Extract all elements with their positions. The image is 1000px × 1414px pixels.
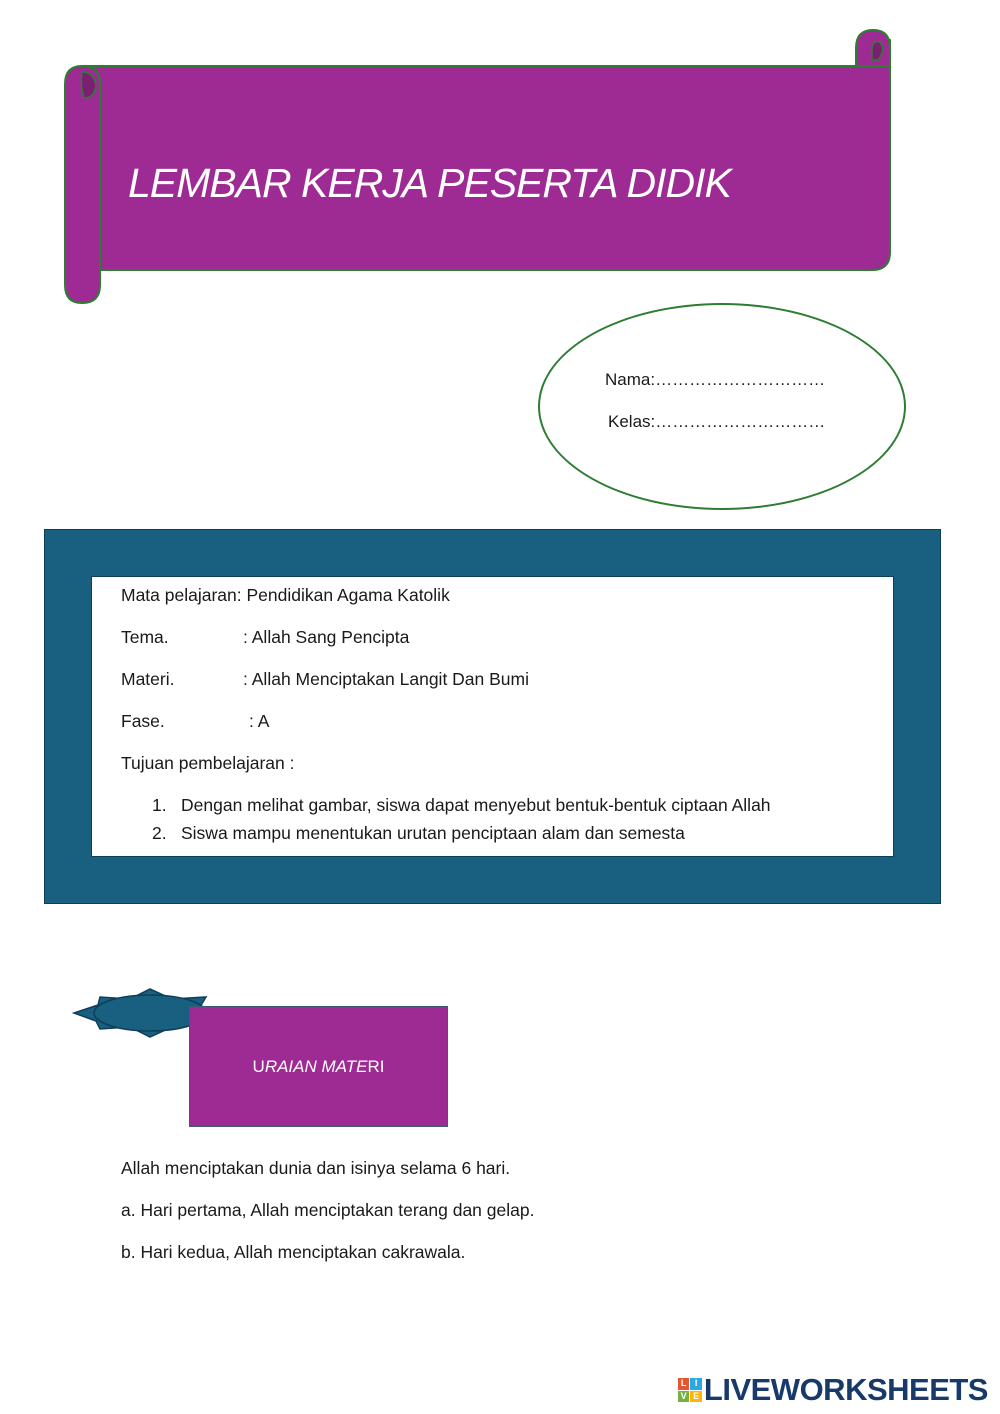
objective-item: Dengan melihat gambar, siswa dapat menyebut bentuk-bentuk ciptaan Allah — [181, 795, 771, 815]
content-day-b: b. Hari kedua, Allah menciptakan cakrawala. — [121, 1242, 466, 1262]
content-intro: Allah menciptakan dunia dan isinya selama 6 hari. — [121, 1158, 511, 1178]
class-field[interactable]: Kelas:………………………… — [608, 412, 826, 431]
section-title: URAIAN MATERI — [252, 1056, 385, 1076]
info-panel — [91, 576, 894, 857]
objective-item: Siswa mampu menentukan urutan penciptaan alam dan semesta — [181, 823, 685, 843]
material-label: Materi. — [121, 669, 175, 689]
theme-value: : Allah Sang Pencipta — [243, 627, 410, 647]
page-title: LEMBAR KERJA PESERTA DIDIK — [128, 160, 731, 206]
material-value: : Allah Menciptakan Langit Dan Bumi — [243, 669, 529, 689]
logo-text: LIVEWORKSHEETS — [703, 1372, 988, 1407]
content-day-a: a. Hari pertama, Allah menciptakan terang dan gelap. — [121, 1200, 535, 1220]
theme-label: Tema. — [121, 627, 169, 647]
phase-value: : A — [249, 711, 270, 731]
objective-number: 1. — [152, 795, 167, 815]
name-field[interactable]: Nama:………………………… — [605, 370, 826, 389]
section-title-box — [189, 1006, 448, 1127]
objective-number: 2. — [152, 823, 167, 843]
phase-label: Fase. — [121, 711, 165, 731]
logo-grid-icon: L I V E — [678, 1378, 702, 1402]
liveworksheets-logo — [678, 1372, 988, 1408]
student-identity-box — [538, 303, 906, 510]
objectives-label: Tujuan pembelajaran : — [121, 753, 295, 773]
subject-line: Mata pelajaran: Pendidikan Agama Katolik — [121, 585, 450, 605]
